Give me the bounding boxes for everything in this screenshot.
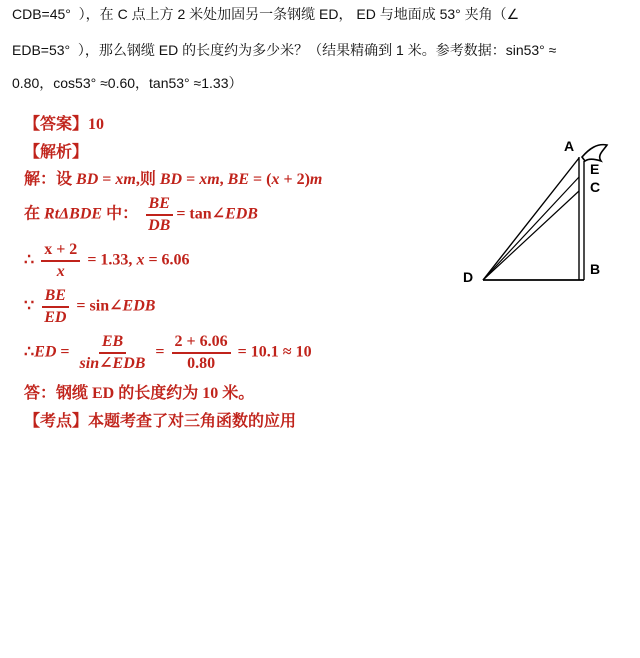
step5-therefore: ∴ (24, 343, 35, 361)
question-line-3: 0.80，cos53° ≈0.60，tan53° ≈1.33） (12, 75, 243, 91)
flag-shape (582, 145, 607, 161)
geometry-diagram (455, 133, 625, 293)
step1-xm-2: xm (199, 171, 220, 188)
step2-triangle: RtΔBDE (44, 205, 103, 223)
step5-ed: ED (34, 343, 57, 361)
step1-plus2: + 2) (279, 171, 310, 188)
step3-denominator: x (56, 263, 65, 280)
solution-step-5 (24, 332, 312, 374)
label-b: B (590, 261, 601, 277)
knowledge-point: 【考点】本题考查了对三角函数的应用 (24, 413, 297, 430)
step2-denominator: DB (148, 217, 171, 234)
step5-eq2: = 10.1 ≈ 10 (233, 343, 312, 361)
cable-de (483, 177, 579, 280)
step5-denominator-2: 0.80 (187, 355, 216, 372)
step1-then: ,则 (135, 171, 160, 188)
analysis-label: 【解析】 (24, 144, 89, 161)
step4-angle: EDB (122, 297, 156, 315)
label-a: A (564, 138, 575, 154)
step3-fraction (41, 240, 80, 282)
step1-be: BE (227, 171, 249, 188)
step5-fraction-2 (172, 332, 231, 374)
question-line-2: EDB=53° ），那么钢缆 ED 的长度约为多少米？（结果精确到 1 米。参考数据：sin53° ≈ (12, 42, 557, 58)
step1-comma: , (219, 171, 228, 188)
step1-bd: BD (76, 171, 99, 188)
step1-prefix: 解：设 (24, 171, 77, 188)
step3-x: x (136, 251, 145, 269)
step1-m: m (309, 171, 323, 188)
step3-eq2: = 6.06 (144, 251, 190, 269)
step5-numerator-2: 2 + 6.06 (172, 332, 231, 354)
step4-eq: = sin∠ (72, 297, 123, 315)
cable-dc (483, 191, 579, 280)
answer-label: 【答案】10 (24, 116, 105, 133)
step5-eq0: = (56, 343, 74, 361)
step1-eq-2: = (182, 171, 200, 188)
question-line-1: CDB=45° ），在 C 点上方 2 米处加固另一条钢缆 ED， ED 与地面成 53° 夹角（∠ (12, 6, 520, 22)
label-c: C (590, 179, 601, 195)
step5-numerator-1: EB (99, 332, 126, 354)
step1-eq: = (98, 171, 116, 188)
step2-eq: = tan∠ (176, 205, 226, 223)
solution-step-1 (24, 166, 322, 189)
step1-eq-3: = ( (249, 171, 272, 188)
step4-denominator: ED (44, 309, 67, 326)
step5-denominator-1: sin∠EDB (79, 355, 146, 372)
step4-fraction (41, 286, 69, 328)
step2-angle: EDB (225, 205, 258, 223)
label-e: E (590, 161, 600, 177)
label-d: D (463, 269, 474, 285)
step4-numerator: BE (42, 286, 69, 308)
step3-therefore: ∴ (24, 251, 35, 269)
step1-xm: xm (115, 171, 136, 188)
step1-bd-2: BD (159, 171, 183, 188)
step3-numerator: x + 2 (41, 240, 80, 262)
solution-step-4 (24, 286, 155, 328)
step2-mid: 中： (102, 205, 139, 223)
step1-x: x (271, 171, 280, 188)
step3-eq1: = 1.33, (83, 251, 137, 269)
step2-numerator: BE (146, 194, 173, 216)
conclusion: 答：钢缆 ED 的长度约为 10 米。 (24, 385, 255, 402)
solution-step-2 (24, 194, 258, 236)
step5-eq1: = (151, 343, 169, 361)
cable-da (483, 158, 579, 280)
solution-step-3 (24, 240, 190, 282)
step2-fraction (145, 194, 173, 236)
step4-because: ∵ (24, 297, 35, 315)
step5-fraction-1 (77, 332, 149, 374)
step2-prefix: 在 (24, 205, 45, 223)
